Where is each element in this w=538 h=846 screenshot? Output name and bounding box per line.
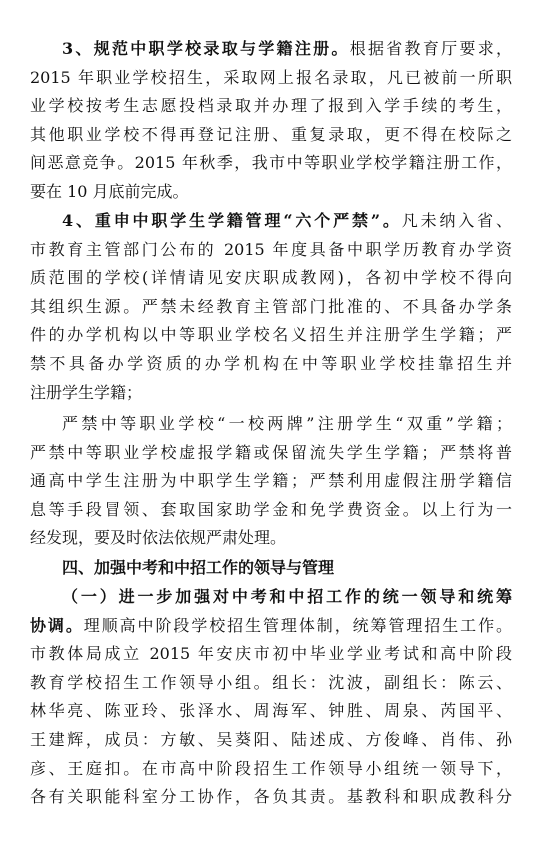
text-line: 市教体局成立 2015 年安庆市初中毕业学业考试和高中阶段 [30,644,512,664]
text-line: 间恶意竞争。2015 年秋季，我市中等职业学校学籍注册工作， [30,153,512,173]
text-line: 协调。理顺高中阶段学校招生管理体制，统筹管理招生工作。 [30,615,512,635]
paragraph-6 [30,583,512,812]
text-line: 业学校按考生志愿投档录取并办理了报到入学手续的考生， [30,96,512,116]
text-line [30,583,512,612]
text-line: 严禁中等职业学校“一校两牌”注册学生“双重”学籍； [62,414,512,433]
text-line: 件的办学机构以中等职业学校名义招生并注册学生学籍；严 [30,325,512,345]
paragraph-4 [30,207,512,407]
text-line: 通高中学生注册为中职学生学籍；严禁利用虚假注册学籍信 [30,471,512,491]
paragraph-5 [30,410,512,553]
text-line: 严禁中等职业学校虚报学籍或保留流失学生学籍；严禁将普 [30,442,512,462]
text-line: 4、重申中职学生学籍管理“六个严禁”。凡未纳入省、 [62,211,512,230]
heading-text: 四、加强中考和中招工作的领导与管理 [62,558,335,577]
text-line: 息等手段冒领、套取国家助学金和免学费资金。以上行为一 [30,499,512,519]
text-line: 2015 年职业学校招生，采取网上报名录取，凡已被前一所职 [30,67,512,87]
text-line: 林华亮、陈亚玲、张泽水、周海军、钟胜、周泉、芮国平、 [30,701,512,721]
section-title: 4、重申中职学生学籍管理“六个严禁”。 [62,211,402,230]
text-line: 要在 10 月底前完成。 [30,181,189,201]
text-line: 质范围的学校(详情请见安庆职成教网)，各初中学校不得向 [30,268,512,288]
text-line: 教育学校招生工作领导小组。组长：沈波，副组长：陈云、 [30,672,512,692]
section-title: （一）进一步加强对中考和中招工作的统一领导和统筹 [62,587,512,606]
section-title: 3、规范中职学校录取与学籍注册。 [62,39,350,58]
section-heading [30,554,512,583]
text-line: 王建辉，成员：方敏、吴葵阳、陆述成、方俊峰、肖伟、孙 [30,729,512,749]
text-line: 3、规范中职学校录取与学籍注册。根据省教育厅要求， [62,39,512,58]
text-line: 经发现，要及时依法依规严肃处理。 [30,528,287,548]
text-line: 各有关职能科室分工协作，各负其责。基教科和职成教科分 [30,787,512,807]
text-line: 禁不具备办学资质的办学机构在中等职业学校挂靠招生并 [30,353,512,373]
text-line: 注册学生学籍； [30,382,143,402]
paragraph-3 [30,35,512,207]
text-line: 市教育主管部门公布的 2015 年度具备中职学历教育办学资 [30,239,512,259]
section-title-end: 协调。 [30,615,84,635]
text-line: 彦、王庭扣。在市高中阶段招生工作领导小组统一领导下， [30,758,512,778]
text-line: 其他职业学校不得再登记注册、重复录取，更不得在校际之 [30,124,512,144]
text-line: 其组织生源。严禁未经教育主管部门批准的、不具备办学条 [30,296,512,316]
